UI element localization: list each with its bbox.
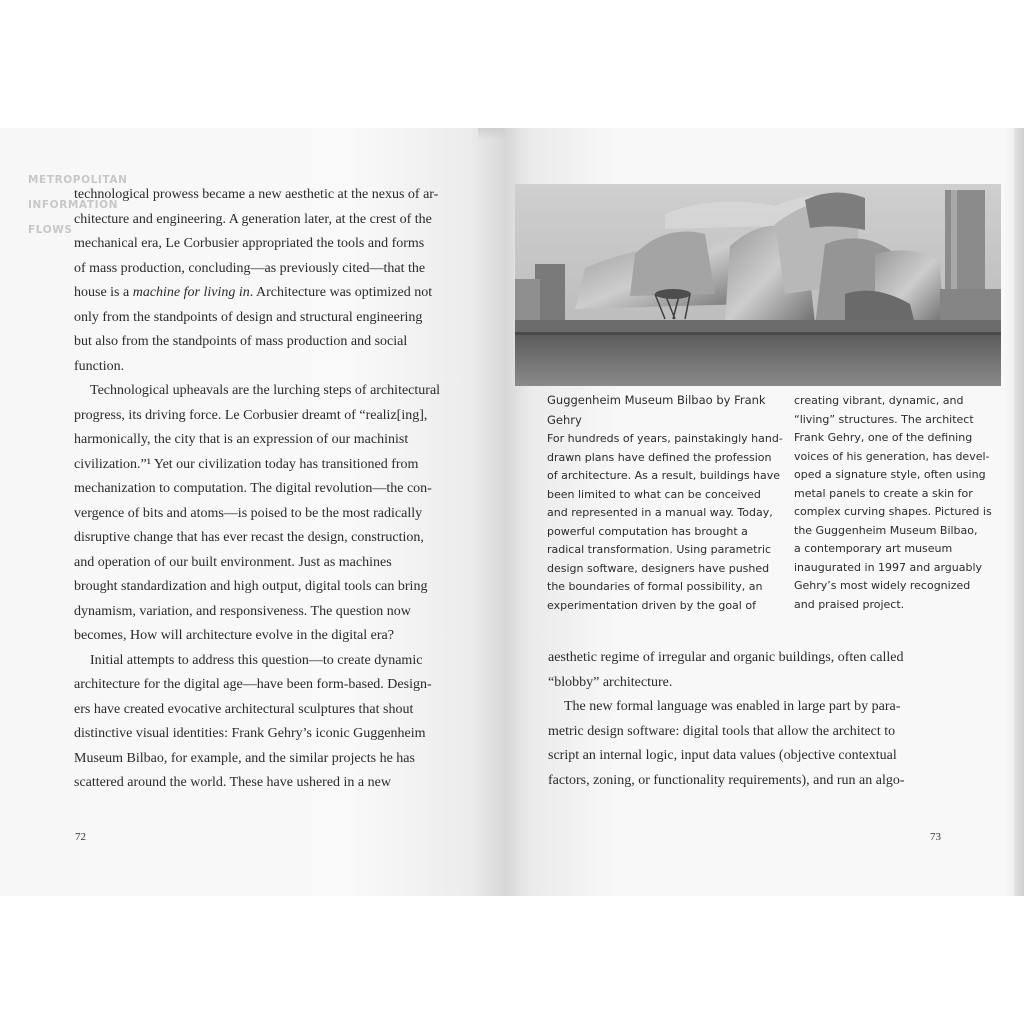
caption-title: Guggenheim Museum Bilbao by Frank <box>547 393 766 407</box>
text-line: factors, zoning, or functionality requirements), and run an algo- <box>548 772 905 788</box>
text-line: vergence of bits and atoms—is poised to be the most radically <box>74 505 423 521</box>
caption-line: creating vibrant, dynamic, and <box>794 394 964 407</box>
page-edge <box>1014 128 1024 896</box>
text-line: becomes, How will architecture evolve in the digital era? <box>74 628 394 643</box>
text-line: but also from the standpoints of mass production and social <box>74 334 408 349</box>
text-line: Technological upheavals are the lurching steps of architectural <box>90 383 441 398</box>
text-line: aesthetic regime of irregular and organic buildings, often called <box>548 650 904 665</box>
italic-phrase: machine for living in <box>132 285 250 300</box>
text-line: “blobby” architecture. <box>548 674 673 690</box>
caption-line: metal panels to create a skin for <box>794 486 973 500</box>
caption-line: the boundaries of formal possibility, an <box>547 580 763 593</box>
text-line: and operation of our built environment. Just as machines <box>74 554 392 570</box>
caption-line: of architecture. As a result, buildings have <box>547 469 781 482</box>
text-line: metric design software: digital tools that allow the architect to <box>548 723 896 739</box>
text-line: Initial attempts to address this question—to create dynamic <box>90 652 423 668</box>
text-line: ers have created evocative architectural sculptures that shout <box>74 701 414 717</box>
caption-line: powerful computation has brought a <box>547 524 748 538</box>
left-body-text <box>74 183 440 796</box>
text-line: script an internal logic, input data values (objective contextual <box>548 748 897 763</box>
caption-line: oped a signature style, often using <box>794 468 986 481</box>
page-number-right: 73 <box>930 831 941 843</box>
text-line: architecture for the digital age—have been form-based. Design- <box>74 677 432 692</box>
caption-line: been limited to what can be conceived <box>547 487 761 501</box>
caption-line: Gehry’s most widely recognized <box>794 579 971 592</box>
running-head-line: INFORMATION <box>28 199 119 211</box>
text-line: chitecture and engineering. A generation later, at the crest of the <box>74 211 432 227</box>
text-line: The new formal language was enabled in large part by para- <box>564 699 901 714</box>
text-line: only from the standpoints of design and structural engineering <box>74 309 423 325</box>
text-line: of mass production, concluding—as previously cited—that the <box>74 260 426 276</box>
text-line-italic-phrase: house is a machine for living in. Architecture was optimized not <box>74 285 433 300</box>
caption-line: the Guggenheim Museum Bilbao, <box>794 523 978 537</box>
text-line: civilization.”¹ Yet our civilization today has transitioned from <box>74 456 419 472</box>
text-line: Museum Bilbao, for example, and the similar projects he has <box>74 750 415 766</box>
caption-line: design software, designers have pushed <box>547 561 770 575</box>
text-line: progress, its driving force. Le Corbusier dreamt of “realiz[ing], <box>74 407 428 423</box>
book-spread <box>0 128 1024 896</box>
running-head-line: FLOWS <box>28 224 73 236</box>
text-line: mechanical era, Le Corbusier appropriated the tools and forms <box>74 236 425 251</box>
caption-line: and represented in a manual way. Today, <box>547 506 773 519</box>
caption-line: and praised project. <box>794 597 905 611</box>
text-line: harmonically, the city that is an expression of our machinist <box>74 432 409 447</box>
page-number-left: 72 <box>75 831 86 843</box>
text-line: function. <box>74 358 125 374</box>
text-line: scattered around the world. These have ushered in a new <box>74 775 391 790</box>
running-head-line: METROPOLITAN <box>28 174 128 186</box>
caption-line: complex curving shapes. Pictured is <box>794 505 992 518</box>
caption-line: voices of his generation, has devel- <box>794 449 990 463</box>
left-page <box>0 128 505 896</box>
text-line: brought standardization and high output, digital tools can bring <box>74 579 428 594</box>
text-line: mechanization to computation. The digital revolution—the con- <box>74 481 432 496</box>
text-line: technological prowess became a new aesthetic at the nexus of ar- <box>74 187 439 202</box>
caption-line: experimentation driven by the goal of <box>547 598 756 612</box>
right-body-text <box>548 646 905 793</box>
caption-line: “living” structures. The architect <box>794 412 974 426</box>
caption-line: a contemporary art museum <box>794 542 953 555</box>
caption-left-column <box>547 390 783 615</box>
caption-line: For hundreds of years, painstakingly hand- <box>547 432 783 445</box>
caption-title: Gehry <box>547 413 582 427</box>
text-line: dynamism, variation, and responsiveness. The question now <box>74 603 411 619</box>
text-line: disruptive change that has ever recast the design, construction, <box>74 530 424 545</box>
caption-line: radical transformation. Using parametric <box>547 543 772 556</box>
caption-line: Frank Gehry, one of the defining <box>794 431 973 444</box>
caption-line: inaugurated in 1997 and arguably <box>794 560 983 574</box>
caption-right-column <box>794 392 992 614</box>
text-line: distinctive visual identities: Frank Gehry’s iconic Guggenheim <box>74 726 426 741</box>
caption-line: drawn plans have defined the profession <box>547 450 772 464</box>
guggenheim-photo <box>515 184 1001 386</box>
